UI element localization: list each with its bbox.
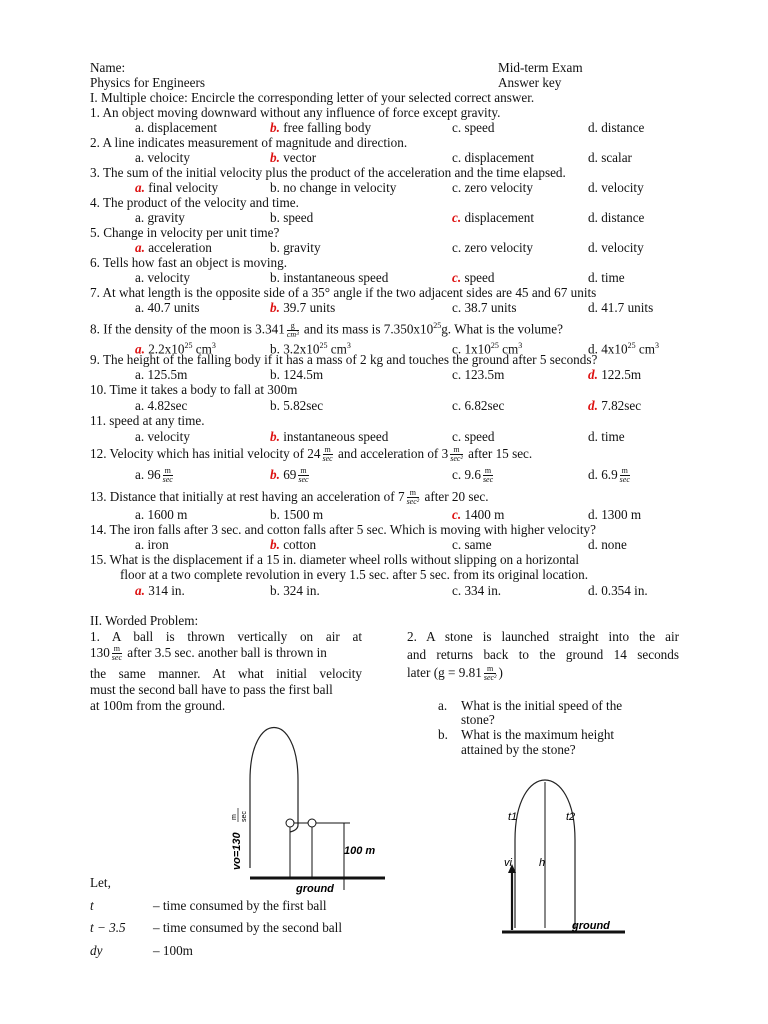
q3-option-a (135, 180, 218, 195)
figure-stone-trajectory (490, 770, 640, 940)
let-symbol-t-minus: t − 3.5 (90, 920, 126, 935)
unit-num: m (484, 466, 492, 476)
exponent: 25 (184, 341, 193, 350)
question-6: 6. Tells how fast an object is moving. (90, 255, 287, 270)
question-8 (90, 318, 563, 339)
subq-b-line-1: What is the maximum height (461, 727, 615, 742)
unit-den: sec (111, 653, 122, 663)
exponent: 3 (346, 341, 351, 350)
q1-option-d: d. distance (588, 120, 645, 135)
problem-2-line-3 (407, 665, 503, 682)
answer-mark: b. (270, 467, 280, 482)
q5-option-d: d. velocity (588, 240, 644, 255)
q3-option-b: b. no change in velocity (270, 180, 397, 195)
problem-2-line-2: and returns back to the ground 14 seconds (407, 647, 679, 662)
q9-option-d (588, 367, 641, 382)
q12-text-2: and acceleration of 3 (334, 446, 449, 461)
name-label: Name: (90, 60, 126, 75)
q8-text-2: and its mass is 7.350x10 (300, 321, 434, 337)
exponent: 25 (433, 321, 442, 330)
question-2: 2. A line indicates measurement of magnitude and direction. (90, 135, 408, 150)
problem-1-line-1: 1. A ball is thrown vertically on air at (90, 629, 362, 644)
p2-text-2: ) (498, 665, 503, 680)
let-desc-t-minus: – time consumed by the second ball (153, 920, 342, 935)
opt-text: d. 4x10 (588, 341, 628, 357)
unit (407, 489, 420, 506)
vi-label: vi (504, 857, 512, 869)
unit-den: cm³ (286, 329, 299, 339)
q13-text: 13. Distance that initially at rest having an acceleration of 7 (90, 489, 405, 504)
unit (483, 467, 493, 484)
let-title: Let, (90, 875, 111, 890)
unit (323, 446, 333, 463)
unit-num: m (324, 445, 331, 455)
q5-option-a (135, 240, 212, 255)
question-3: 3. The sum of the initial velocity plus the product of the acceleration and the time elapsed. (90, 165, 566, 180)
question-11: 11. speed at any time. (90, 413, 205, 428)
unit-den: sec (298, 475, 309, 485)
q2-option-b-text: vector (279, 150, 317, 165)
unit-den: sec (619, 475, 630, 485)
initial-velocity-label: vo=130 (231, 832, 243, 870)
let-symbol-dy: dy (90, 943, 103, 958)
t2-label: t2 (566, 811, 576, 823)
question-7: 7. At what length is the opposite side of a 35° angle if the two adjacent sides are 45 and 67 units (90, 285, 597, 300)
ground-label: ground (296, 883, 334, 895)
q15-option-b: b. 324 in. (270, 583, 320, 598)
subq-a-label: a. (438, 698, 448, 713)
q5-option-b: b. gravity (270, 240, 321, 255)
exponent: 25 (319, 341, 328, 350)
unit (298, 467, 308, 484)
unit: cm (192, 341, 212, 357)
unit (163, 467, 173, 484)
unit-num: m (300, 466, 307, 476)
opt-text: d. 6.9 (588, 467, 618, 482)
q8-text: 8. If the density of the moon is 3.341 (90, 321, 285, 337)
q4-option-a: a. gravity (135, 210, 185, 225)
q6-option-a: a. velocity (135, 270, 190, 285)
unit-den: sec² (406, 497, 420, 507)
opt-text: 314 in. (144, 583, 185, 598)
answer-mark: c. (452, 210, 462, 225)
q10-option-a: a. 4.82sec (135, 398, 188, 413)
q11-option-a: a. velocity (135, 429, 190, 444)
answer-mark: a. (135, 583, 145, 598)
q14-option-a: a. iron (135, 537, 169, 552)
q2-option-b (270, 150, 316, 165)
answer-mark: b. (270, 120, 280, 135)
unit: cm (327, 341, 347, 357)
opt-text: 69 (279, 467, 297, 482)
question-12 (90, 446, 532, 463)
p1-text: 130 (90, 645, 110, 660)
q12-option-d (588, 467, 632, 484)
q8-text-3: g. What is the volume? (441, 321, 563, 337)
exponent: 3 (211, 341, 216, 350)
answer-mark: a. (135, 240, 145, 255)
q11-option-c: c. speed (452, 429, 495, 444)
q7-option-c: c. 38.7 units (452, 300, 517, 315)
density-unit (287, 322, 299, 339)
unit: cm (498, 341, 519, 357)
section1-title: I. Multiple choice: Encircle the corresponding letter of your selected correct answer. (90, 90, 535, 105)
unit-num: m (621, 466, 628, 476)
q11-option-d: d. time (588, 429, 625, 444)
q1-option-b-text: free falling body (279, 120, 372, 135)
q13-text-2: after 20 sec. (421, 489, 489, 504)
answer-mark: a. (135, 341, 145, 357)
q9-option-b: b. 124.5m (270, 367, 324, 382)
question-5: 5. Change in velocity per unit time? (90, 225, 280, 240)
question-14: 14. The iron falls after 3 sec. and cotton falls after 5 sec. Which is moving with higher velocity? (90, 522, 596, 537)
q3-option-d: d. velocity (588, 180, 644, 195)
q15-option-a (135, 583, 185, 598)
subq-b-line-2: attained by the stone? (461, 742, 576, 757)
p2-text: later (g = 9.81 (407, 665, 482, 680)
opt-text: instantaneous speed (279, 429, 389, 444)
vo-unit-num: m (231, 814, 238, 820)
q12-option-a (135, 467, 175, 484)
unit-den: sec² (483, 673, 497, 683)
opt-text: a. 96 (135, 467, 161, 482)
problem-2-line-1: 2. A stone is launched straight into the air (407, 629, 679, 644)
problem-1-line-3: the same manner. At what initial velocity (90, 666, 362, 681)
q6-option-b: b. instantaneous speed (270, 270, 389, 285)
ball-2 (308, 819, 316, 827)
q12-text-3: after 15 sec. (464, 446, 533, 461)
q3-option-c: c. zero velocity (452, 180, 533, 195)
answer-mark: d. (588, 398, 598, 413)
subq-a-line-1: What is the initial speed of the (461, 698, 623, 713)
unit-num: m (484, 665, 497, 674)
q1-option-c: c. speed (452, 120, 495, 135)
q1-option-b (270, 120, 371, 135)
unit (450, 446, 463, 463)
q6-option-c (452, 270, 494, 285)
question-1: 1. An object moving downward without any influence of force except gravity. (90, 105, 501, 120)
q5-option-c: c. zero velocity (452, 240, 533, 255)
unit (112, 645, 122, 662)
q12-text: 12. Velocity which has initial velocity of 24 (90, 446, 321, 461)
opt-text: b. 3.2x10 (270, 341, 320, 357)
unit-den: sec (322, 454, 333, 464)
q7-option-a: a. 40.7 units (135, 300, 200, 315)
opt-text: c. 1x10 (452, 341, 491, 357)
opt-text: 7.82sec (597, 398, 642, 413)
unit-num: m (164, 466, 171, 476)
answer-mark: c. (452, 507, 462, 522)
unit-den: sec (482, 475, 494, 485)
p1-text-2: after 3.5 sec. another ball is thrown in (124, 645, 327, 660)
q1-option-a: a. displacement (135, 120, 218, 135)
q4-option-b: b. speed (270, 210, 314, 225)
q2-option-c: c. displacement (452, 150, 535, 165)
h-label: h (539, 857, 546, 869)
figure-ball-trajectory (220, 720, 390, 900)
q14-option-c: c. same (452, 537, 492, 552)
problem-1-line-2 (90, 645, 327, 662)
answer-mark: b. (270, 300, 280, 315)
q4-option-d: d. distance (588, 210, 645, 225)
q6-option-d: d. time (588, 270, 625, 285)
opt-text: cotton (279, 537, 317, 552)
q15-option-d: d. 0.354 in. (588, 583, 648, 598)
subq-b-label: b. (438, 727, 448, 742)
q7-option-d: d. 41.7 units (588, 300, 654, 315)
let-symbol-t: t (90, 898, 94, 913)
unit-den: sec (162, 475, 173, 485)
q13-option-c (452, 507, 504, 522)
q10-option-b: b. 5.82sec (270, 398, 324, 413)
let-desc-t: – time consumed by the first ball (153, 898, 327, 913)
ground-label: ground (572, 920, 610, 932)
let-desc-dy: – 100m (153, 943, 193, 958)
t1-label: t1 (508, 811, 518, 823)
q4-option-c-text: displacement (461, 210, 535, 225)
exponent: 3 (654, 341, 659, 350)
q10-option-c: c. 6.82sec (452, 398, 505, 413)
height-label: 100 m (344, 845, 376, 857)
opt-text: 2.2x10 (144, 341, 185, 357)
question-13 (90, 489, 489, 506)
unit (620, 467, 630, 484)
q13-option-a: a. 1600 m (135, 507, 188, 522)
q10-option-d (588, 398, 641, 413)
opt-text: c. 9.6 (452, 467, 481, 482)
q15-option-c: c. 334 in. (452, 583, 502, 598)
question-15-cont: floor at a two complete revolution in every 1.5 sec. after 5 sec. from its original location. (120, 567, 589, 582)
q9-option-c: c. 123.5m (452, 367, 505, 382)
unit (484, 665, 497, 682)
opt-text: 1400 m (461, 507, 505, 522)
trajectory-path (250, 728, 298, 869)
q2-option-d: d. scalar (588, 150, 632, 165)
subq-a-line-2: stone? (461, 712, 495, 727)
q5-option-a-text: acceleration (144, 240, 212, 255)
q9-option-a: a. 125.5m (135, 367, 188, 382)
unit-num: g (287, 322, 299, 331)
answer-key-label: Answer key (498, 75, 562, 90)
problem-1-line-5: at 100m from the ground. (90, 698, 226, 713)
exponent: 25 (627, 341, 636, 350)
question-10: 10. Time it takes a body to fall at 300m (90, 382, 298, 397)
answer-mark: d. (588, 367, 598, 382)
q12-option-c (452, 467, 495, 484)
question-15: 15. What is the displacement if a 15 in. diameter wheel rolls without slipping on a horizontal (90, 552, 580, 567)
unit: cm (635, 341, 655, 357)
unit-den: sec² (450, 454, 463, 464)
answer-mark: a. (135, 180, 145, 195)
question-9: 9. The height of the falling body if it has a mass of 2 kg and touches the ground after 5 seconds? (90, 352, 598, 367)
q4-option-c (452, 210, 534, 225)
q13-option-d: d. 1300 m (588, 507, 642, 522)
q13-option-b: b. 1500 m (270, 507, 324, 522)
q12-option-b (270, 467, 311, 484)
q6-option-c-text: speed (461, 270, 495, 285)
section2-title: II. Worded Problem: (90, 613, 199, 628)
ball-1 (286, 819, 294, 827)
course-title: Physics for Engineers (90, 75, 206, 90)
question-4: 4. The product of the velocity and time. (90, 195, 299, 210)
unit-num: m (113, 644, 120, 654)
answer-mark: b. (270, 537, 280, 552)
q8-option-d (588, 338, 659, 356)
exponent: 25 (490, 341, 499, 350)
vo-unit-den: sec (241, 811, 248, 822)
exam-title: Mid-term Exam (498, 60, 583, 75)
answer-mark: c. (452, 270, 462, 285)
q7-option-b (270, 300, 335, 315)
q14-option-d: d. none (588, 537, 627, 552)
answer-mark: b. (270, 429, 280, 444)
q14-option-b (270, 537, 316, 552)
problem-1-line-4: must the second ball have to pass the first ball (90, 682, 333, 697)
q7-option-b-text: 39.7 units (279, 300, 336, 315)
unit-num: m (407, 489, 420, 498)
unit-num: m (450, 446, 463, 455)
exponent: 3 (518, 341, 523, 350)
opt-text: 122.5m (597, 367, 642, 382)
answer-mark: b. (270, 150, 280, 165)
q11-option-b (270, 429, 388, 444)
q3-option-a-text: final velocity (144, 180, 219, 195)
q2-option-a: a. velocity (135, 150, 190, 165)
